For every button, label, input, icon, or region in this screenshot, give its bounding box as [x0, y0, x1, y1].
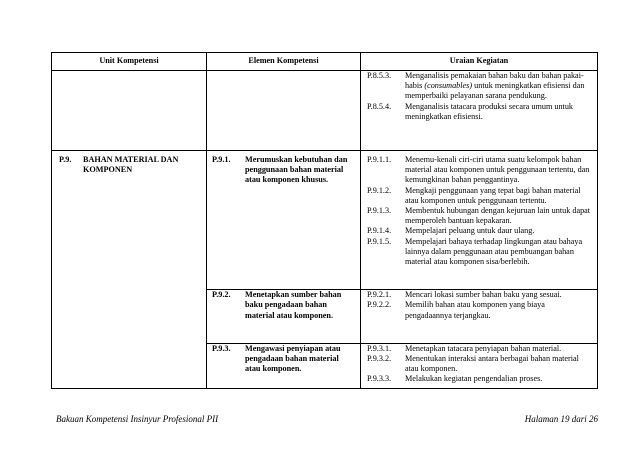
header-element: Elemen Kompetensi	[207, 53, 361, 71]
competency-table	[51, 52, 598, 389]
list-item: P.9.1.5. Mempelajari bahaya terhadap lingkungan atau bahaya lainnya dalam penggunaan atau pembuangan bahan material atau komponen sisa/berlebih.	[367, 236, 583, 267]
table-header-row	[52, 53, 598, 71]
header-unit: Unit Kompetensi	[52, 53, 207, 71]
list-item: P.9.1.4. Mempelajari peluang untuk daur ulang.	[367, 226, 535, 236]
list-item: P.9.1.1. Menemu-kenali ciri-ciri utama suatu kelompok bahan material atau komponen untuk penggunaan tertentu, dan kemungkinan bahan penggantinya.	[367, 155, 590, 185]
unit-cell: P.9. BAHAN MATERIAL DAN KOMPONEN	[52, 151, 207, 389]
list-item: P.9.3.2. Menentukan interaksi antara berbagai bahan material atau komponen.	[367, 354, 579, 374]
list-item: P.8.5.3. Menganalisis pemakaian bahan baku dan bahan pakai-habis (consumables) untuk meningkatkan efisiensi dan memperbaiki pelayanan sarana pendukung.	[367, 71, 585, 101]
activity-cell	[361, 151, 598, 290]
list-item: P.9.2.1. Mencari lokasi sumber bahan baku yang sesuai.	[367, 290, 562, 300]
activity-cell	[361, 343, 598, 388]
table-row	[52, 151, 598, 290]
list-item: P.9.1.2. Mengkaji penggunaan yang tepat bagi bahan material atau komponen untuk penggunaan tertentu.	[367, 185, 581, 205]
list-item: P.9.2.2. Memilih bahan atau komponen yang biaya pengadaannya terjangkau.	[367, 300, 545, 320]
list-item: P.9.3.1. Menetapkan tatacara penyiapan bahan material.	[367, 343, 562, 353]
continued-activities	[361, 71, 598, 151]
list-item: P.8.5.4. Menganalisis tatacara produksi secara umum untuk meningkatkan efisiensi.	[367, 101, 574, 121]
activity-cell	[361, 290, 598, 344]
element-cell: P.9.3. Mengawasi penyiapan atau pengadaan bahan material atau komponen.	[207, 343, 361, 388]
table-row	[52, 71, 598, 151]
list-item: P.9.3.3. Melakukan kegiatan pengendalian proses.	[367, 374, 543, 384]
footer-document-title: Bakuan Kompetensi Insinyur Profesional PII	[56, 414, 219, 424]
header-activity: Uraian Kegiatan	[361, 53, 598, 71]
element-cell: P.9.2. Menetapkan sumber bahan baku pengadaan bahan material atau komponen.	[207, 290, 361, 344]
list-item: P.9.1.3. Membentuk hubungan dengan kejuruan lain untuk dapat memperoleh bantuan kepakaran.	[367, 206, 591, 226]
element-cell: P.9.1. Merumuskan kebutuhan dan penggunaan bahan material atau komponen khusus.	[207, 151, 361, 290]
footer-page-number: Halaman 19 dari 26	[524, 414, 598, 424]
